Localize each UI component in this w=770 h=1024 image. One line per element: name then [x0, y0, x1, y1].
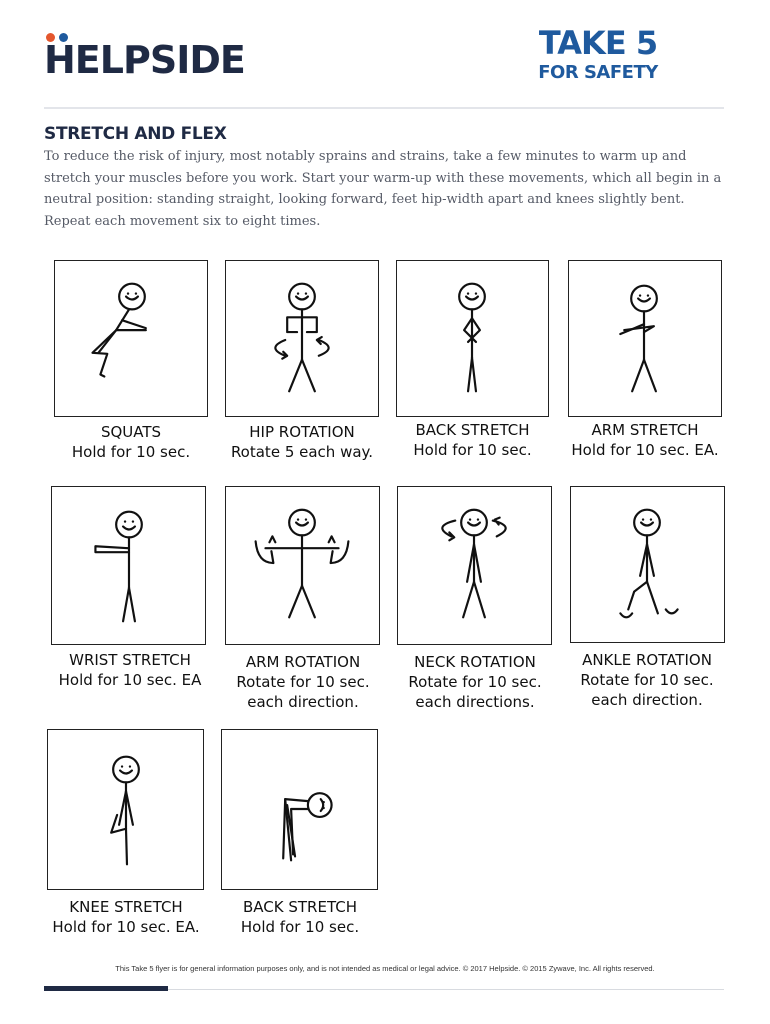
- exercise-card-hip-rotation: [225, 260, 379, 417]
- exercise-instruction: Rotate for 10 sec.: [236, 673, 370, 691]
- exercise-caption-ankle-rotation: [562, 650, 732, 710]
- exercise-instruction: Rotate for 10 sec.: [408, 673, 542, 691]
- footer-accent-bar: [44, 986, 168, 991]
- exercise-card-squats: [54, 260, 208, 417]
- knee-stretch-figure-icon: [48, 730, 203, 889]
- exercise-card-wrist-stretch: [51, 486, 206, 645]
- arm-rotation-figure-icon: [226, 487, 379, 644]
- take5-badge: [518, 24, 678, 84]
- helpside-logo: [44, 30, 274, 82]
- exercise-name: BACK STRETCH: [243, 898, 357, 916]
- exercise-caption-arm-rotation: [218, 652, 388, 712]
- exercise-name: ANKLE ROTATION: [582, 651, 712, 669]
- exercise-instruction: Rotate for 10 sec.: [580, 671, 714, 689]
- exercise-caption-hip-rotation: [220, 422, 384, 462]
- exercise-instruction: Hold for 10 sec. EA: [58, 671, 202, 689]
- exercise-card-back-stretch: [396, 260, 549, 417]
- arm-stretch-figure-icon: [569, 261, 721, 416]
- exercise-name: WRIST STRETCH: [69, 651, 191, 669]
- exercise-caption-squats: [54, 422, 208, 462]
- take5-title: TAKE 5: [538, 24, 658, 62]
- exercise-caption-forward-bend: [215, 897, 385, 937]
- exercise-card-forward-bend: [221, 729, 378, 890]
- exercise-name: KNEE STRETCH: [69, 898, 183, 916]
- exercise-name: NECK ROTATION: [414, 653, 536, 671]
- ankle-rotation-figure-icon: [571, 487, 724, 642]
- squat-figure-icon: [55, 261, 207, 416]
- exercise-instruction: Hold for 10 sec.: [71, 443, 191, 461]
- exercise-instruction: Hold for 10 sec.: [413, 441, 532, 459]
- take5-subtitle: FOR SAFETY: [538, 62, 658, 83]
- back-stretch-figure-icon: [397, 261, 548, 416]
- exercise-caption-wrist-stretch: [45, 650, 215, 690]
- exercise-instruction-2: each directions.: [415, 693, 535, 711]
- exercise-name: ARM ROTATION: [245, 653, 361, 671]
- exercise-caption-neck-rotation: [390, 652, 560, 712]
- exercise-card-neck-rotation: [397, 486, 552, 645]
- exercise-caption-back-stretch: [396, 420, 549, 460]
- header-divider: [44, 107, 724, 109]
- exercise-card-knee-stretch: [47, 729, 204, 890]
- exercise-name: HIP ROTATION: [249, 423, 355, 441]
- exercise-instruction-2: each direction.: [591, 691, 703, 709]
- exercise-name: SQUATS: [100, 423, 162, 441]
- logo-text: HELPSIDE: [44, 38, 245, 82]
- exercise-caption-arm-stretch: [560, 420, 730, 460]
- exercise-instruction-2: each direction.: [247, 693, 359, 711]
- exercise-card-ankle-rotation: [570, 486, 725, 643]
- exercise-instruction: Rotate 5 each way.: [230, 443, 374, 461]
- exercise-card-arm-rotation: [225, 486, 380, 645]
- exercise-instruction: Hold for 10 sec.: [240, 918, 360, 936]
- hip-rotation-figure-icon: [226, 261, 378, 416]
- wrist-stretch-figure-icon: [52, 487, 205, 644]
- exercise-caption-knee-stretch: [36, 897, 216, 937]
- neck-rotation-figure-icon: [398, 487, 551, 644]
- footer-disclaimer: This Take 5 flyer is for general information purposes only, and is not intended as medical or legal advice. © 2017 Helpside. © 2015 Zywave, Inc. All rights reserved.: [115, 964, 655, 973]
- forward-bend-figure-icon: [222, 730, 377, 889]
- exercise-instruction: Hold for 10 sec. EA.: [52, 918, 200, 936]
- exercise-card-arm-stretch: [568, 260, 722, 417]
- intro-paragraph: To reduce the risk of injury, most notably sprains and strains, take a few minutes to warm up and stretch your muscles before you work. Start your warm-up with these movements, which all begin in a neutral position: standing straight, looking forward, feet hip-width apart and knees slightly bent. Repeat each movement six to eight times.: [44, 149, 722, 229]
- section-title: STRETCH AND FLEX: [44, 124, 227, 144]
- exercise-name: ARM STRETCH: [591, 421, 699, 439]
- exercise-instruction: Hold for 10 sec. EA.: [571, 441, 719, 459]
- exercise-name: BACK STRETCH: [415, 421, 530, 439]
